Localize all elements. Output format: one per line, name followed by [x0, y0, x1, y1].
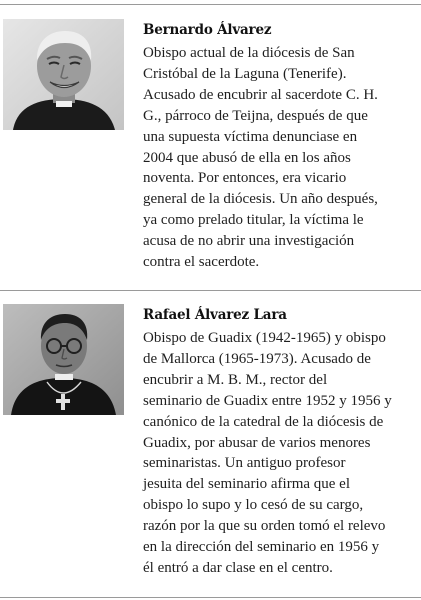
bio-line: razón por la que su orden tomó el relevo: [143, 518, 386, 535]
bio-line: noventa. Por entonces, era vicario: [143, 170, 347, 187]
bio-line: acusa de no abrir una investigación: [143, 233, 355, 250]
profile-text: [143, 306, 413, 579]
bio-line: una supuesta víctima denunciase en: [143, 128, 358, 145]
bio-line: seminario de Guadix entre 1952 y 1956 y: [143, 392, 392, 409]
profile-name: Rafael Álvarez Lara: [143, 307, 287, 323]
bio-line: canónico de la catedral de la diócesis de: [143, 413, 384, 430]
bottom-divider: [0, 597, 421, 598]
portrait-bishop-smiling-icon: [3, 19, 124, 130]
bio-line: Cristóbal de la Laguna (Tenerife).: [143, 65, 347, 82]
bio-line: Obispo actual de la diócesis de San: [143, 45, 355, 61]
bio-line: seminaristas. Un antiguo profesor: [143, 455, 346, 472]
bio-line: Guadix, por abusar de varios menores: [143, 434, 371, 451]
bio-line: general de la diócesis. Un año después,: [143, 191, 378, 208]
bio-line: encubrir a M. B. M., rector del: [143, 371, 328, 388]
bio-line: 2004 que abusó de ella en los años: [143, 149, 351, 166]
portrait-photo: [3, 19, 124, 130]
top-divider: [0, 4, 421, 5]
bio-line: él entró a dar clase en el centro.: [143, 559, 333, 576]
bio-line: jesuita del seminario afirma que el: [143, 476, 351, 493]
bio-line: en la dirección del seminario en 1956 y: [143, 539, 380, 556]
profile-text: [143, 21, 413, 273]
portrait-bishop-glasses-icon: [3, 304, 124, 415]
bio-line: G., párroco de Teijna, después de que: [143, 107, 368, 124]
bio-line: Acusado de encubrir al sacerdote C. H.: [143, 86, 378, 103]
portrait-photo: [3, 304, 124, 415]
bio-line: ya como prelado titular, la víctima le: [143, 212, 364, 229]
bio-line: Obispo de Guadix (1942-1965) y obispo: [143, 330, 386, 346]
bio-line: contra el sacerdote.: [143, 254, 260, 271]
bio-line: de Mallorca (1965-1973). Acusado de: [143, 350, 371, 367]
bio-line: obispo lo supo y lo cesó de su cargo,: [143, 497, 364, 514]
profile-bio: [143, 328, 413, 579]
profile-name: Bernardo Álvarez: [143, 22, 272, 38]
section-divider: [0, 290, 421, 291]
profile-bio: [143, 43, 413, 273]
